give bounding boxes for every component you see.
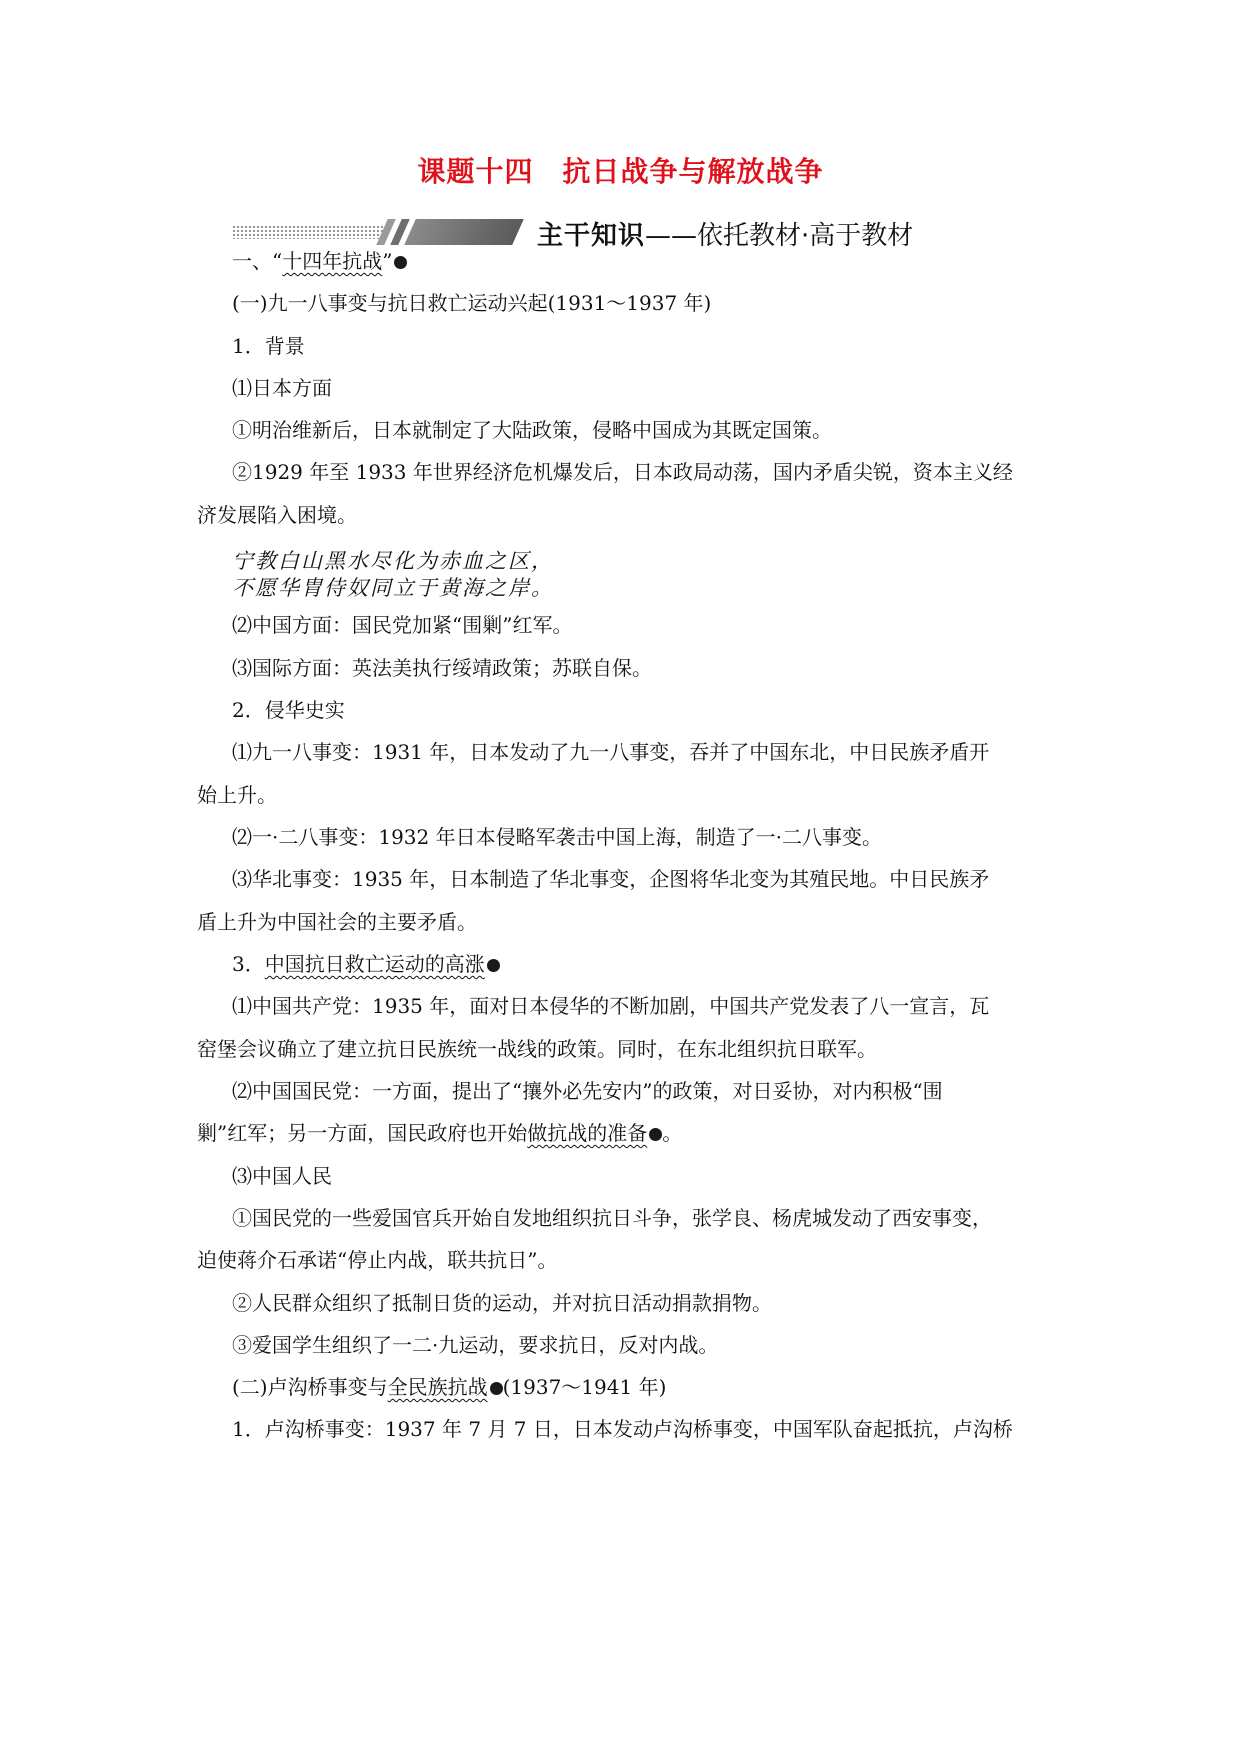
keyword-underlined: 做抗战的准备 xyxy=(527,1121,648,1145)
paragraph-line: ⑶华北事变：1935 年，日本制造了华北事变，企图将华北变为其殖民地。中日民族矛 xyxy=(232,867,990,891)
text-run: (1937～1941 年) xyxy=(502,1375,667,1399)
paragraph-line: ①明治维新后，日本就制定了大陆政策，侵略中国成为其既定国策。 xyxy=(232,418,832,442)
keyword-underlined: 中国抗日救亡运动的高涨 xyxy=(264,952,485,976)
text-run: ” xyxy=(382,249,393,273)
paragraph-line: ①国民党的一些爱国官兵开始自发地组织抗日斗争，张学良、杨虎城发动了西安事变， xyxy=(232,1206,992,1230)
subheading xyxy=(232,1374,1092,1400)
paragraph-line: ⑶中国人民 xyxy=(232,1164,332,1188)
text-run: 一、“ xyxy=(232,249,283,273)
page-title: 课题十四 抗日战争与解放战争 xyxy=(417,155,824,188)
paragraph-line: ②1929 年至 1933 年世界经济危机爆发后，日本政局动荡，国内矛盾尖锐，资本主义经 xyxy=(232,460,1013,484)
banner-bar xyxy=(404,219,524,245)
banner-sub-label: ——依托教材·高于教材 xyxy=(645,221,914,251)
paragraph-line: 迫使蒋介石承诺“停止内战，联共抗日”。 xyxy=(197,1248,558,1272)
paragraph-line: ⑵中国方面：国民党加紧“围剿”红军。 xyxy=(232,613,573,637)
banner-dot-pattern xyxy=(232,225,387,239)
handwritten-quote-line: 不愿华胄侍奴同立于黄海之岸。 xyxy=(232,576,554,600)
paragraph-line: 济发展陷入困境。 xyxy=(197,503,357,527)
paragraph-line: 始上升。 xyxy=(197,783,277,807)
paragraph-line: ⑴中国共产党：1935 年，面对日本侵华的不断加剧，中国共产党发表了八一宣言，瓦 xyxy=(232,994,990,1018)
note-badge-icon xyxy=(490,1382,503,1395)
text-run: 3． xyxy=(232,952,265,976)
paragraph-line: ⑴九一八事变：1931 年，日本发动了九一八事变，吞并了中国东北，中日民族矛盾开 xyxy=(232,740,990,764)
numbered-heading: 2．侵华史实 xyxy=(232,698,345,722)
note-badge-icon xyxy=(487,959,500,972)
handwritten-quote-line: 宁教白山黑水尽化为赤血之区， xyxy=(232,549,554,573)
paragraph-line: ⑶国际方面：英法美执行绥靖政策；苏联自保。 xyxy=(232,656,652,680)
numbered-heading: 1．背景 xyxy=(232,334,305,358)
heading-section-one xyxy=(232,248,1092,274)
paragraph-line: 盾上升为中国社会的主要矛盾。 xyxy=(197,910,477,934)
paragraph-line: 窑堡会议确立了建立抗日民族统一战线的政策。同时，在东北组织抗日联军。 xyxy=(197,1037,877,1061)
paragraph-line: 1．卢沟桥事变：1937 年 7 月 7 日，日本发动卢沟桥事变，中国军队奋起抵抗，卢沟桥 xyxy=(232,1417,1013,1441)
keyword-underlined: 十四年抗战 xyxy=(282,249,383,273)
note-badge-icon xyxy=(394,256,407,269)
paragraph-line: ⑴日本方面 xyxy=(232,376,332,400)
text-run: 。 xyxy=(662,1121,683,1145)
paragraph-line: ⑵中国国民党：一方面，提出了“攘外必先安内”的政策，对日妥协，对内积极“围 xyxy=(232,1079,943,1103)
paragraph-line: ②人民群众组织了抵制日货的运动，并对抗日活动捐款捐物。 xyxy=(232,1291,772,1315)
numbered-heading xyxy=(232,951,1092,977)
keyword-underlined: 全民族抗战 xyxy=(387,1375,488,1399)
note-badge-icon xyxy=(649,1128,662,1141)
banner-main-label: 主干知识 xyxy=(537,221,646,251)
text-run: 剿”红军；另一方面，国民政府也开始 xyxy=(197,1121,528,1145)
paragraph-line: ⑵一·二八事变：1932 年日本侵略军袭击中国上海，制造了一·二八事变。 xyxy=(232,825,882,849)
subheading: (一)九一八事变与抗日救亡运动兴起(1931～1937 年) xyxy=(232,291,712,315)
banner-text xyxy=(537,215,913,252)
text-run: (二)卢沟桥事变与 xyxy=(232,1375,388,1399)
paragraph-line: ③爱国学生组织了一二·九运动，要求抗日，反对内战。 xyxy=(232,1333,719,1357)
paragraph-line xyxy=(197,1120,1057,1146)
